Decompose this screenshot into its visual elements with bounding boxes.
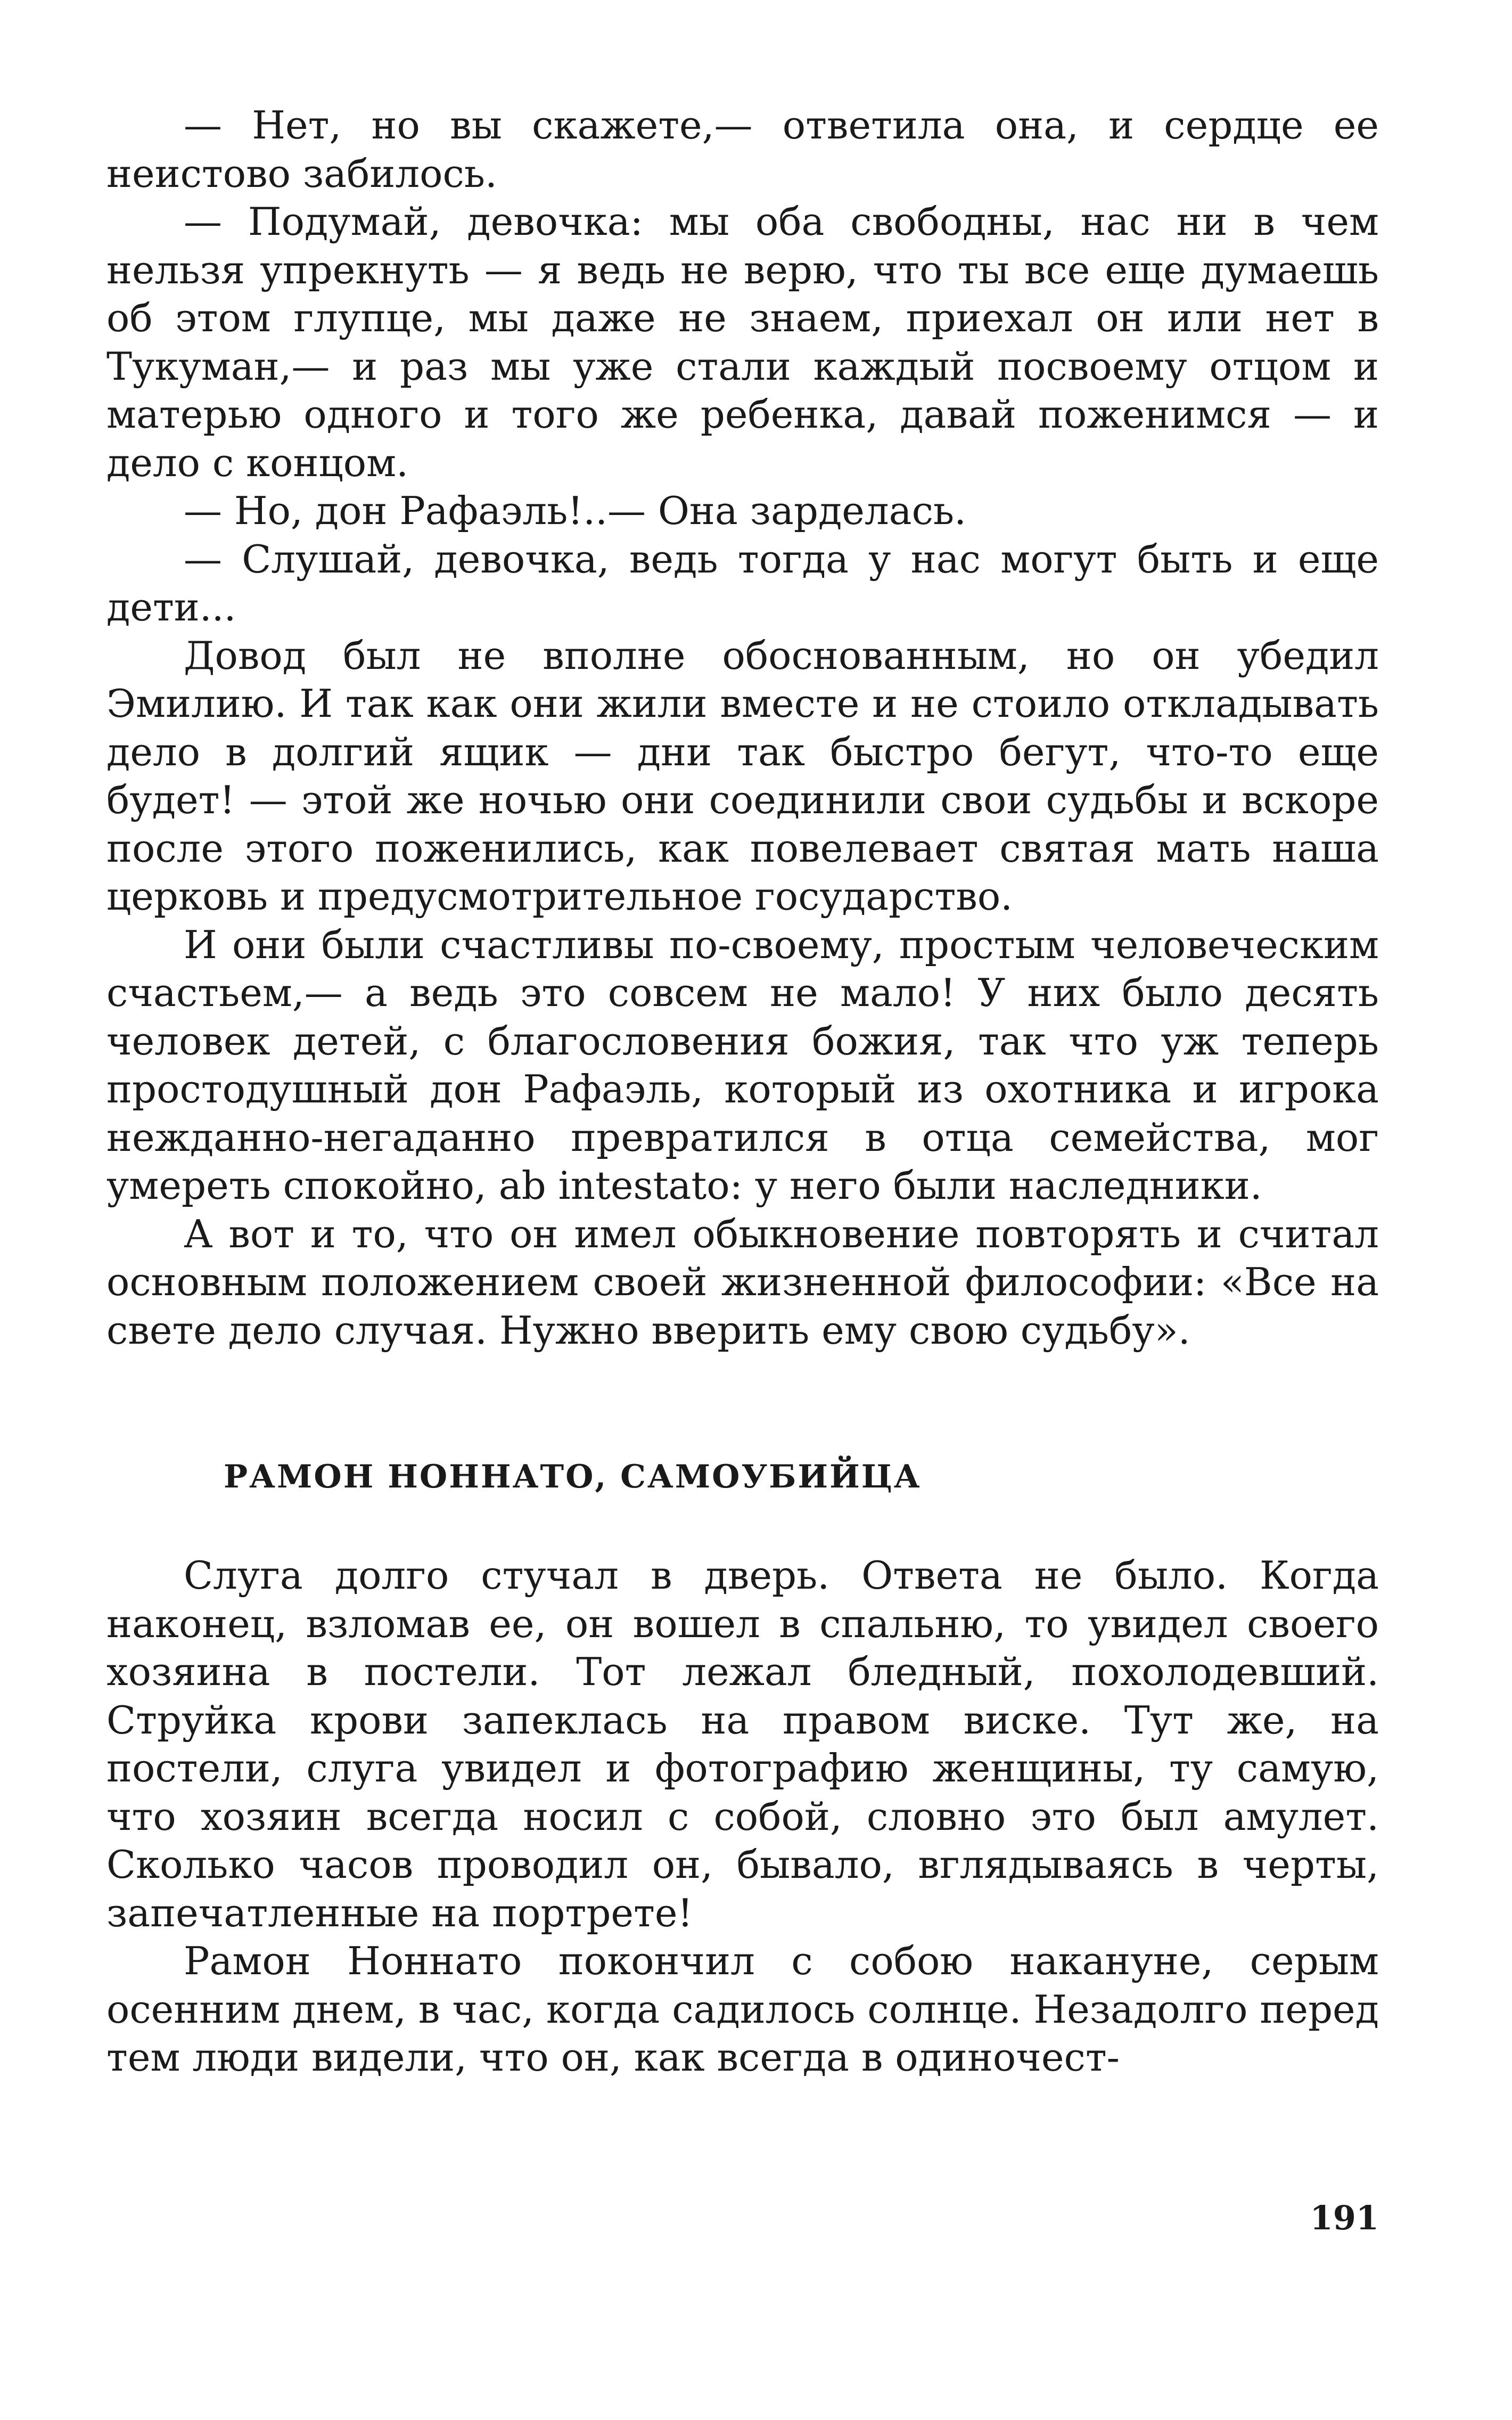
book-page — [106, 101, 1379, 2338]
paragraph: Довод был не вполне обоснованным, но он убедил Эмилию. И так как они жили вместе и не стоило откладывать дело в долгий ящик — дни так быстро бегут, что-то еще будет! — этой же ночью они соединили свои судьбы и вскоре после этого поженились, как повелевает святая мать наша церковь и предусмотрительное государство. — [106, 633, 1379, 919]
paragraph: — Слушай, девочка, ведь тогда у нас могут быть и еще дети... — [106, 536, 1379, 629]
paragraph: А вот и то, что он имел обыкновение повторять и считал основным положением своей жизненной философии: «Все на свете дело случая. Нужно вверить ему свою судьбу». — [106, 1211, 1379, 1353]
paragraph: Рамон Ноннато покончил с собою накануне, серым осенним днем, в час, когда садилось солнце. Незадолго перед тем люди видели, что он, как всегда в одиночест- — [106, 1939, 1379, 2080]
section-1-text — [106, 101, 1379, 1354]
section-heading: РАМОН НОННАТО, САМОУБИЙЦА — [224, 1458, 922, 1495]
paragraph: — Но, дон Рафаэль!..— Она зарделась. — [184, 488, 966, 533]
paragraph: Слуга долго стучал в дверь. Ответа не было. Когда наконец, взломав ее, он вошел в спальню, то увидел своего хозяина в постели. Тот лежал бледный, похолодевший. Струйка крови запеклась на правом виске. Тут же, на постели, слуга увидел и фотографию женщины, ту самую, что хозяин всегда носил с собой, словно это был амулет. Сколько часов проводил он, бывало, вглядываясь в черты, запечатленные на портрете! — [106, 1553, 1379, 1935]
paragraph: — Подумай, девочка: мы оба свободны, нас ни в чем нельзя упрекнуть — я ведь не верю, что ты все еще думаешь об этом глупце, мы даже не знаем, приехал он или нет в Тукуман,— и раз мы уже стали каждый посвоему отцом и матерью одного и того же ребенка, давай поженимся — и дело с концом. — [106, 199, 1379, 485]
section-gap — [106, 1354, 1379, 1456]
paragraph: — Нет, но вы скажете,— ответила она, и сердце ее неистово забилось. — [106, 103, 1379, 196]
paragraph: И они были счастливы по-своему, простым человеческим счастьем,— а ведь это совсем не мало! У них было десять человек детей, с благословения божия, так что уж теперь простодушный дон Рафаэль, который из охотника и игрока нежданно-негаданно превратился в отца семейства, мог умереть спокойно, ab intestato: у него были наследники. — [106, 922, 1379, 1208]
heading-gap — [106, 1498, 1379, 1551]
section-2-text — [106, 1551, 1379, 2082]
page-number: 191 — [1310, 2198, 1379, 2237]
